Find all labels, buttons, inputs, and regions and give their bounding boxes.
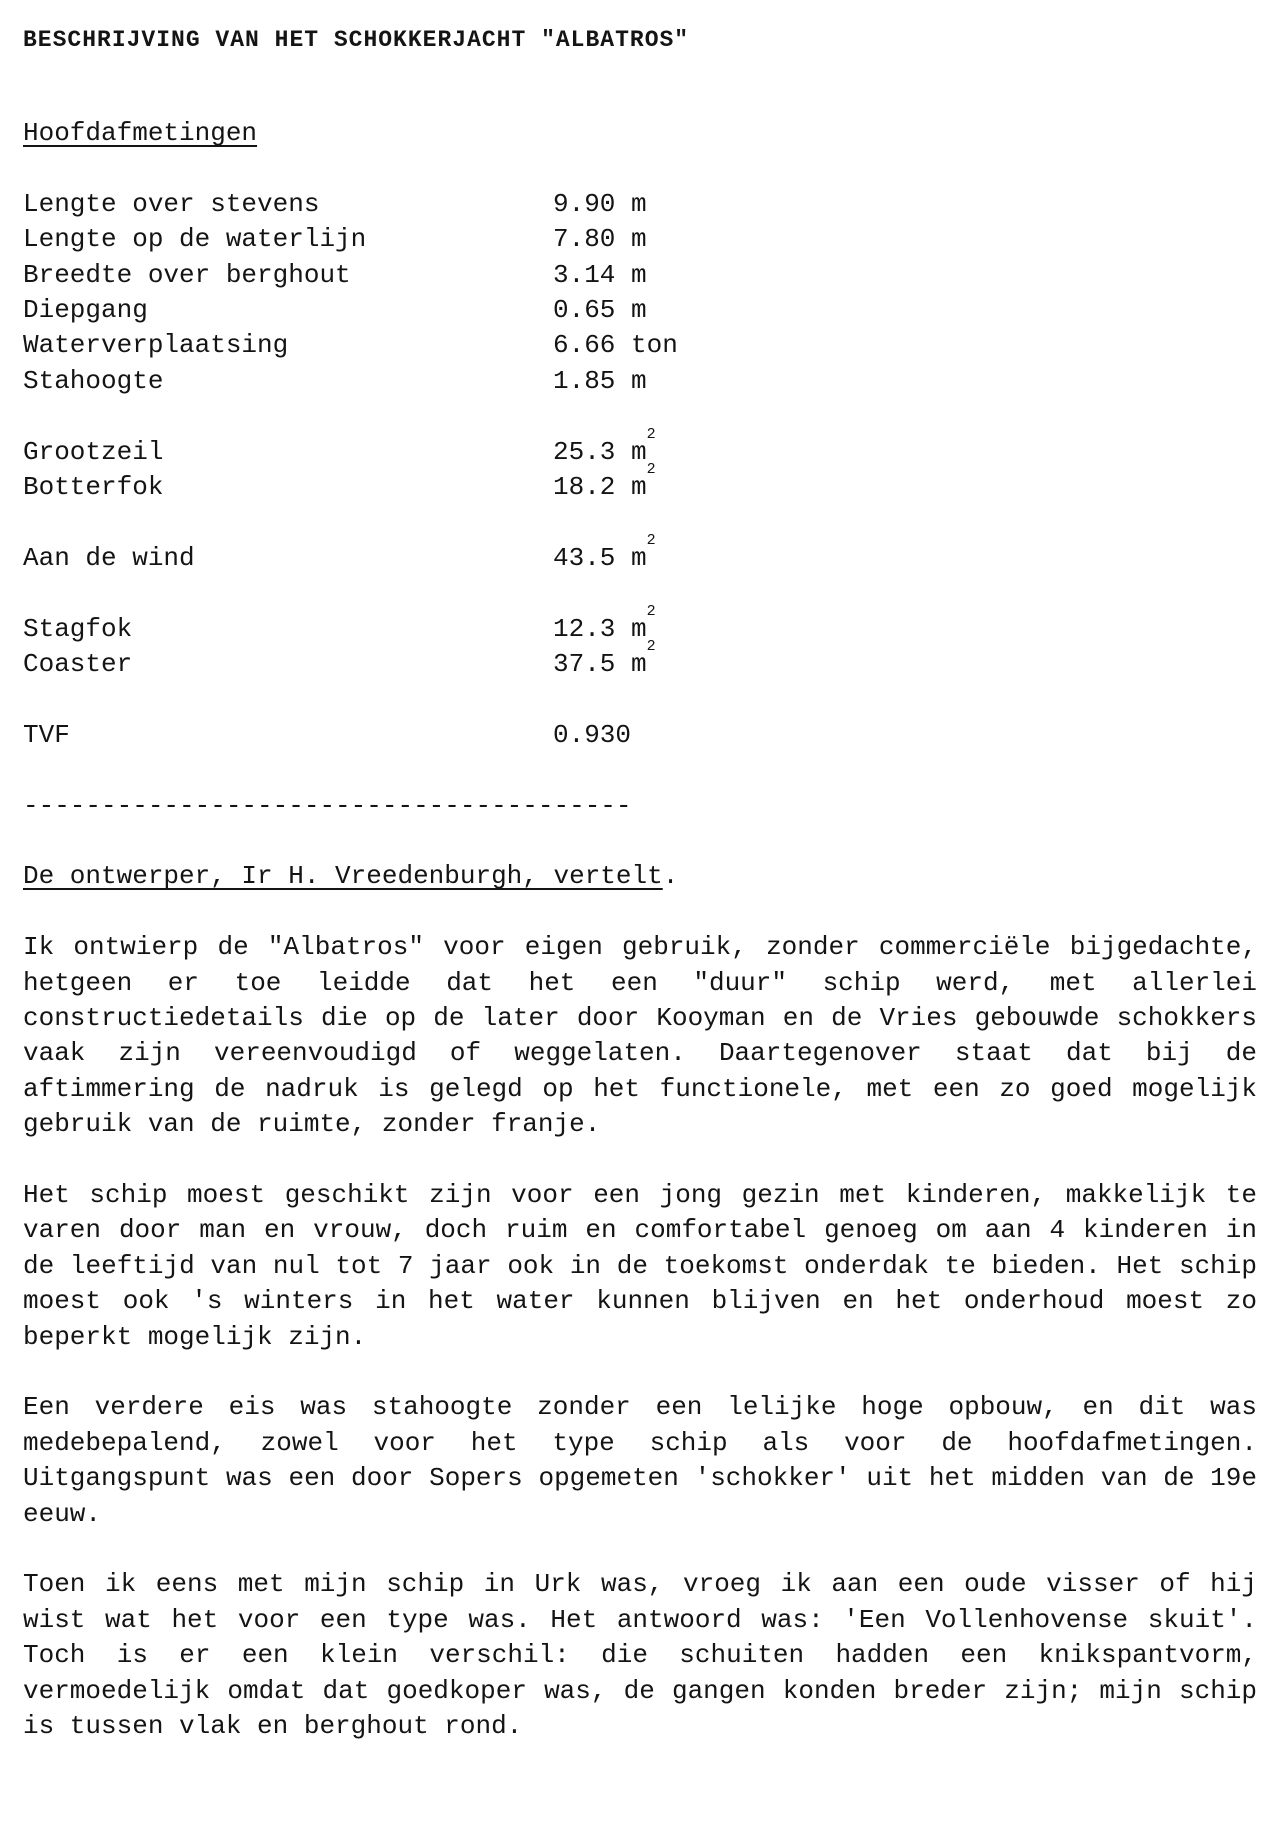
spacer [23,505,1263,540]
spec-row [23,222,1263,257]
spacer [23,753,1263,788]
spec-row [23,461,1263,505]
dimensions-heading: Hoofdafmetingen [23,118,258,148]
spec-name: Diepgang [23,295,148,326]
spacer [23,151,1263,186]
spec-row [23,531,1263,576]
spec-name: Grootzeil [23,436,164,467]
spec-name: TVF [23,719,70,750]
spec-name: Aan de wind [23,542,195,573]
spec-unit-superscript: 2 [646,425,656,443]
spec-unit-superscript: 2 [646,531,656,549]
spec-value: 25.3 m [553,436,647,467]
spec-name: Lengte op de waterlijn [23,224,367,255]
spec-name: Stahoogte [23,365,164,396]
document-page [23,20,1263,1745]
designer-heading-period: . [662,861,679,892]
paragraph-4: Toen ik eens met mijn schip in Urk was, vroeg ik aan een oude visser of hij wist wat het voor een type was. Het antwoord was: 'Een Vollenhovense skuit'. Toch is er een klein verschil: die schuiten hadden een knikspantvorm, vermoedelijk omdat dat goedkoper was, de gangen konden breder zijn; mijn schip is tussen vlak en berghout rond. [23,1569,1257,1742]
designer-heading: De ontwerper, Ir H. Vreedenburgh, vertelt [23,861,663,892]
spacer [23,1143,1263,1178]
spec-row [23,364,1263,399]
spec-value: 0.930 [553,719,632,750]
spec-unit-superscript: 2 [646,602,656,620]
spec-value: 9.90 m [553,188,647,219]
spec-row [23,638,1263,682]
spec-value: 18.2 m [553,472,647,503]
spacer [23,682,1263,717]
spacer [23,576,1263,611]
paragraph-2: Het schip moest geschikt zijn voor een jong gezin met kinderen, makkelijk te varen door man en vrouw, doch ruim en comfortabel genoeg om aan 4 kinderen in de leeftijd van nul tot 7 jaar ook in de toekomst onderdak te bieden. Het schip moest ook 's winters in het water kunnen blijven en het onderhoud moest zo beperkt mogelijk zijn. [23,1180,1257,1352]
spec-name: Waterverplaatsing [23,330,289,361]
specs-table [23,187,1263,753]
spec-value: 7.80 m [553,224,647,255]
spec-row [23,258,1263,293]
spec-name: Coaster [23,649,133,680]
spacer [23,399,1263,434]
spec-value: 0.65 m [553,295,647,326]
spacer [23,824,1263,859]
spec-row [23,293,1263,328]
spacer [23,895,1263,930]
spacer [23,1355,1263,1390]
spec-name: Botterfok [23,472,164,503]
spacer [23,60,1263,116]
spec-row [23,602,1263,647]
spec-unit-superscript: 2 [646,638,656,656]
spec-name: Lengte over stevens [23,188,320,219]
spec-name: Breedte over berghout [23,259,351,290]
spec-value: 37.5 m [553,649,647,680]
spacer [23,1532,1263,1567]
document-title: BESCHRIJVING VAN HET SCHOKKERJACHT "ALBATROS" [23,27,690,53]
spec-row [23,187,1263,222]
spec-value: 12.3 m [553,613,647,644]
spec-unit-superscript: 2 [646,461,656,479]
spec-row [23,328,1263,363]
spec-value: 1.85 m [553,365,647,396]
designer-heading-line [23,859,1263,894]
spec-row [23,718,1263,753]
spec-value: 6.66 ton [553,330,678,361]
paragraph-3: Een verdere eis was stahoogte zonder een lelijke hoge opbouw, en dit was medebepalend, zowel voor het type schip als voor de hoofdafmetingen. Uitgangspunt was een door Sopers opgemeten 'schokker' uit het midden van de 19e eeuw. [23,1392,1257,1529]
divider-line: --------------------------------------- [23,790,632,821]
spec-value: 43.5 m [553,542,647,573]
spec-row [23,425,1263,470]
spec-name: Stagfok [23,613,133,644]
spec-value: 3.14 m [553,259,647,290]
paragraph-1: Ik ontwierp de "Albatros" voor eigen gebruik, zonder commerciële bijgedachte, hetgeen er toe leidde dat het een "duur" schip werd, met allerlei constructiedetails die op de later door Kooyman en de Vries gebouwde schokkers vaak zijn vereenvoudigd of weggelaten. Daartegenover staat dat bij de aftimmering de nadruk is gelegd op het functionele, met een zo goed mogelijk gebruik van de ruimte, zonder franje. [23,932,1257,1140]
